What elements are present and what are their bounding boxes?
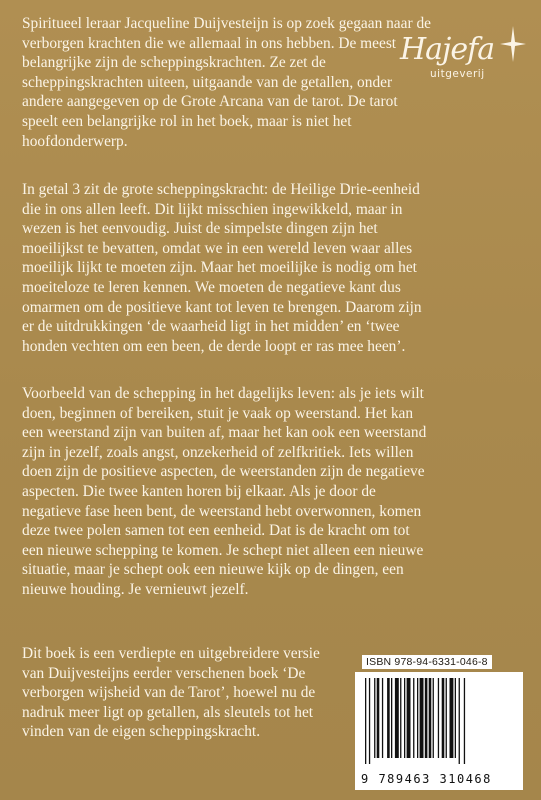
barcode-bar — [374, 678, 375, 758]
barcode-bars — [355, 678, 523, 778]
publisher-subtitle: uitgeverij — [430, 68, 485, 80]
barcode-bar — [387, 678, 390, 758]
barcode-bar — [413, 678, 414, 758]
barcode — [355, 672, 523, 790]
barcode-bar — [455, 678, 456, 758]
barcode-bar — [369, 678, 370, 764]
blurb-paragraph-3: Voorbeeld van de schepping in het dagelijks leven: als je iets wilt doen, beginnen of bereiken, stuit je vaak op weerstand. Het kan een weerstand zijn van buiten af, maar het kan ook een weerstand zijn in jezelf, zoals angst, onzekerheid of zelfkritiek. Iets willen doen zijn de positieve aspecten, de weerstanden zijn de negatieve aspecten. Die twee kanten horen bij elkaar. Als je door de negatieve fase heen bent, de weerstand hebt overwonnen, komen deze twee polen samen tot een eenheid. Dat is de kracht om tot een nieuwe schepping te komen. Je schept niet alleen een nieuwe situatie, maar je schept ook een nieuwe kijk op de dingen, een nieuwe houding. Je vernieuwt jezelf. — [22, 385, 427, 598]
barcode-bar — [391, 678, 392, 758]
blurb-paragraph-4: Dit boek is een verdiepte en uitgebreidere versie van Duijvesteijns eerder verschenen boek ‘De verborgen wijsheid van de Tarot’, hoewel nu de nadruk meer ligt op getallen, als sleutels tot het vinden van de eigen scheppingskracht. — [22, 645, 320, 741]
barcode-bar — [442, 678, 445, 758]
barcode-bar — [377, 678, 380, 758]
star-icon — [498, 24, 528, 64]
barcode-bar — [464, 678, 465, 764]
barcode-bar — [365, 678, 366, 764]
barcode-bar — [420, 678, 424, 758]
barcode-bar — [404, 678, 405, 758]
barcode-bar — [459, 678, 460, 764]
barcode-number: 9 789463 310468 — [361, 772, 492, 786]
barcode-bar — [438, 678, 439, 758]
barcode-bar — [417, 678, 418, 758]
barcode-bar — [425, 678, 428, 758]
isbn-label: ISBN 978-94-6331-046-8 — [362, 655, 492, 669]
blurb-paragraph-1: Spiritueel leraar Jacqueline Duijvesteijn is op zoek gegaan naar de verborgen krachten die we allemaal in ons hebben. De meest belangrijke zijn de scheppingskrachten. Ze zet de scheppingskrachten uiteen, uitgaande van de getallen, onder andere aangegeven op de Grote Arcana van de tarot. De tarot speelt een belangrijke rol in het boek, maar is niet het hoofdonderwerp. — [22, 15, 431, 150]
barcode-bar — [407, 678, 411, 758]
barcode-bar — [400, 678, 401, 758]
blurb-paragraph-2: In getal 3 zit de grote scheppingskracht: de Heilige Drie-eenheid die in ons allen leeft. Dit lijkt misschien ingewikkeld, maar in wezen is het eenvoudig. Juist de simpelste dingen zijn het moeilijkst te bevatten, omdat we in een wereld leven waar alles moeilijk lijkt te moeten zijn. Maar het moeilijke is nodig om het moeiteloze te leren kennen. We moeten de negatieve kant dus omarmen om de positieve kant tot leven te brengen. Daarom zijn er de uitdrukkingen ‘de waarheid ligt in het midden’ en ‘twee honden vechten om een been, de derde loopt er ras mee heen’. — [22, 181, 422, 355]
barcode-bar — [382, 678, 383, 758]
publisher-name: Hajefa — [400, 32, 495, 67]
barcode-bar — [433, 678, 434, 758]
barcode-bar — [429, 678, 432, 758]
barcode-bar — [450, 678, 454, 758]
barcode-bar — [446, 678, 447, 758]
publisher-logo — [396, 24, 536, 94]
barcode-bar — [395, 678, 399, 758]
